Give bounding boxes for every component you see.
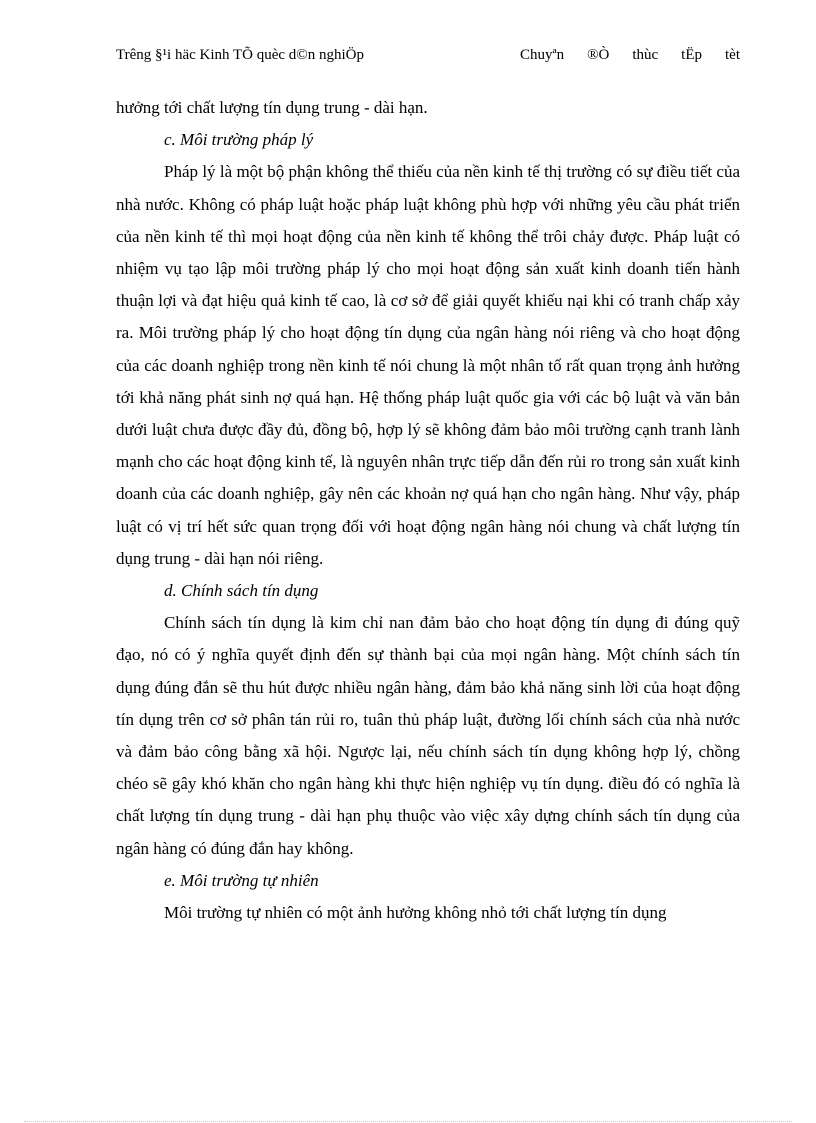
section-heading-legal-environment: c. Môi trường pháp lý bbox=[164, 130, 314, 150]
section-heading-credit-policy: d. Chính sách tín dụng bbox=[164, 581, 319, 601]
paragraph-natural-environment: Môi trường tự nhiên có một ảnh hưởng không nhỏ tới chất lượng tín dụng bbox=[164, 903, 667, 923]
page-header bbox=[116, 44, 740, 92]
document-body bbox=[116, 92, 740, 929]
header-left-text: Trêng §¹i häc Kinh TÕ quèc d©n nghiÖp bbox=[116, 47, 364, 63]
section-heading-natural-environment: e. Môi trường tự nhiên bbox=[164, 870, 319, 890]
paragraph-continuation: hưởng tới chất lượng tín dụng trung - dài hạn. bbox=[116, 98, 428, 117]
paragraph-legal-environment: Pháp lý là một bộ phận không thể thiếu của nền kinh tế thị trường có sự điều tiết của nhà nước. Không có pháp luật hoặc pháp luật không phù hợp với những yêu cầu phát triển của nền kinh tế thì mọi hoạt động của nền kinh tế không thể trôi chảy được. Pháp luật có nhiệm vụ tạo lập môi trường pháp lý cho mọi hoạt động sản xuất kinh doanh tiến hành thuận lợi và đạt hiệu quả kinh tế cao, là cơ sở để giải quyết khiếu nại khi có tranh chấp xảy ra. Môi trường pháp lý cho hoạt động tín dụng của ngân hàng nói riêng và cho hoạt động của các doanh nghiệp trong nền kinh tế nói chung là một nhân tố rất quan trọng ảnh hưởng tới khả năng phát sinh nợ quá hạn. Hệ thống pháp luật quốc gia với các bộ luật và văn bản dưới luật chưa được đầy đủ, đồng bộ, hợp lý sẽ không đảm bảo môi trường cạnh tranh lành mạnh cho các hoạt động kinh tế, là nguyên nhân trực tiếp dẫn đến rủi ro trong sản xuất kinh doanh của các doanh nghiệp, gây nên các khoản nợ quá hạn cho ngân hàng. Như vậy, pháp luật có vị trí hết sức quan trọng đối với hoạt động ngân hàng nói chung và chất lượng tín dụng trung - dài hạn nói riêng. bbox=[116, 162, 740, 568]
header-right-text: Chuyªn ®Ò thùc tËp tèt bbox=[520, 47, 740, 63]
paragraph-credit-policy: Chính sách tín dụng là kim chỉ nan đảm bảo cho hoạt động tín dụng đi đúng quỹ đạo, nó có ý nghĩa quyết định đến sự thành bại của mọi ngân hàng. Một chính sách tín dụng đúng đắn sẽ thu hút được nhiều ngân hàng, đảm bảo khả năng sinh lời của hoạt động tín dụng trên cơ sở phân tán rủi ro, tuân thủ pháp luật, đường lối chính sách của nhà nước và đảm bảo công bằng xã hội. Ngược lại, nếu chính sách tín dụng không hợp lý, chồng chéo sẽ gây khó khăn cho ngân hàng khi thực hiện nghiệp vụ tín dụng. điều đó có nghĩa là chất lượng tín dụng trung - dài hạn phụ thuộc vào việc xây dựng chính sách tín dụng của ngân hàng có đúng đắn hay không. bbox=[116, 613, 740, 858]
page-bottom-divider bbox=[24, 1121, 792, 1122]
